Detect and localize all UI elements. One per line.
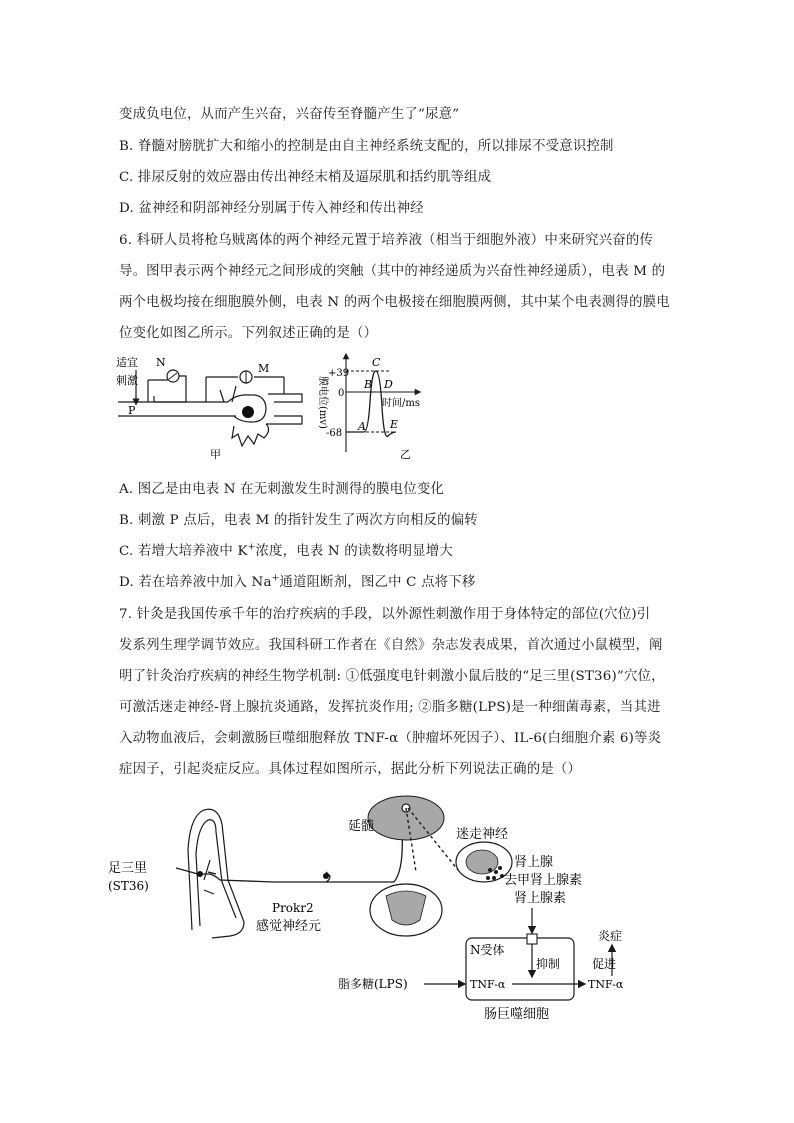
q7-stem-line-6: 症因子，引起炎症反应。具体过程如图所示，据此分析下列说法正确的是（） (119, 762, 582, 777)
q6-option-c (119, 540, 453, 559)
yi-ylabel: 膜电位(mv) (317, 376, 328, 429)
label-promote: 促进 (592, 957, 617, 971)
q6-stem-line-1: 6. 科研人员将枪乌贼离体的两个神经元置于培养液（相当于细胞外液）中来研究兴奋的传 (119, 233, 654, 248)
q7-stem-line-3: 明了针灸治疗疾病的神经生物学机制: ①低强度电针刺激小鼠后肢的“足三里(ST36)”穴位， (119, 669, 665, 684)
q7-stem-line-1: 7. 针灸是我国传承千年的治疗疾病的手段，以外源性刺激作用于身体特定的部位(穴位)引 (119, 607, 651, 622)
q6-option-a: A. 图乙是由电表 N 在无刺激发生时测得的膜电位变化 (119, 482, 445, 497)
medulla-shape (368, 796, 444, 840)
label-prokr2: Prokr2 (272, 901, 314, 915)
q7-stem-line-2: 发系列生理学调节效应。我国科研工作者在《自然》杂志发表成果，首次通过小鼠模型，阐 (119, 638, 663, 653)
figure-yi-membrane-potential (314, 352, 424, 464)
q6-option-d (119, 571, 475, 590)
label-p: P (128, 404, 136, 417)
n-receptor-square (527, 934, 537, 944)
label-sensory-neuron: 感觉神经元 (256, 919, 322, 934)
yi-tick-bottom: -68 (326, 428, 343, 439)
label-stim-2: 刺激 (116, 374, 138, 387)
label-vagus: 迷走神经 (456, 827, 509, 842)
label-macrophage: 肠巨噬细胞 (484, 1007, 550, 1022)
yi-point-e: E (390, 418, 399, 431)
label-tnf-right: TNF-α (588, 978, 624, 991)
figure-jia-synapse (116, 352, 312, 464)
label-lps: 脂多糖(LPS) (338, 977, 408, 991)
label-m: M (258, 362, 270, 375)
label-adrenaline: 肾上腺素 (514, 891, 567, 906)
yi-xlabel: 时间/ms (382, 398, 420, 409)
q6-stem-line-3: 两个电极均接在细胞膜外侧，电表 N 的两个电极接在细胞膜两侧，其中某个电表测得的膜电 (119, 295, 670, 310)
sensory-neuron-soma-icon (323, 873, 329, 879)
caption-yi: 乙 (400, 448, 411, 461)
yi-point-a: A (358, 420, 366, 433)
yi-point-b: B (364, 378, 373, 391)
q7-stem-line-4: 可激活迷走神经-肾上腺抗炎通路，发挥抗炎作用; ②脂多糖(LPS)是一种细菌毒素，当其进 (119, 700, 661, 715)
label-adrenal: 肾上腺 (514, 855, 554, 870)
q6-option-c-sup: + (247, 542, 256, 553)
neuron-nucleus-icon (242, 406, 254, 418)
caption-jia: 甲 (210, 448, 221, 461)
q5-tail-text: 变成负电位，从而产生兴奋，兴奋传至脊髓产生了“尿意” (119, 107, 460, 122)
q5-option-d: D. 盆神经和阴部神经分别属于传入神经和传出神经 (119, 201, 424, 216)
label-medulla: 延髓 (348, 819, 375, 834)
q6-option-c-pre: C. 若增大培养液中 K (119, 544, 248, 559)
q6-option-d-pre: D. 若在培养液中加入 Na (119, 575, 272, 590)
label-tnf-left: TNF-α (470, 978, 506, 991)
q6-option-d-sup: + (271, 573, 280, 584)
q6-option-b: B. 刺激 P 点后，电表 M 的指针发生了两次方向相反的偏转 (119, 513, 478, 528)
yi-tick-top: +39 (328, 368, 350, 379)
q6-option-d-post: 通道阻断剂，图乙中 C 点将下移 (279, 575, 476, 590)
label-zusanli: 足三里 (108, 861, 148, 876)
label-inhibit: 抑制 (536, 957, 561, 971)
label-st36: (ST36) (108, 879, 149, 893)
q6-stem-line-2: 导。图甲表示两个神经元之间形成的突触（其中的神经递质为兴奋性神经递质），电表 M 的 (119, 264, 666, 279)
q5-option-c: C. 排尿反射的效应器由传出神经末梢及逼尿肌和括约肌等组成 (119, 170, 492, 185)
q5-option-b: B. 脊髓对膀胱扩大和缩小的控制是由自主神经系统支配的，所以排尿不受意识控制 (119, 139, 614, 154)
label-n-receptor: N受体 (470, 943, 505, 957)
q6-stem-line-4: 位变化如图乙所示。下列叙述正确的是（） (119, 326, 378, 341)
yi-tick-zero: 0 (338, 388, 345, 399)
label-noradrenaline: 去甲肾上腺素 (504, 873, 583, 888)
yi-point-d: D (384, 378, 393, 391)
q6-option-c-post: 浓度，电表 N 的读数将明显增大 (255, 544, 453, 559)
label-stim-1: 适宜 (116, 356, 138, 369)
yi-point-c: C (372, 356, 381, 369)
figure-q7-acupuncture-pathway (104, 790, 644, 1028)
q7-stem-line-5: 入动物血液后，会刺激肠巨噬细胞释放 TNF-α（肿瘤坏死因子）、IL-6(白细胞介素 6)等炎 (119, 731, 662, 746)
label-n: N (156, 356, 166, 369)
label-inflammation: 炎症 (598, 929, 623, 943)
